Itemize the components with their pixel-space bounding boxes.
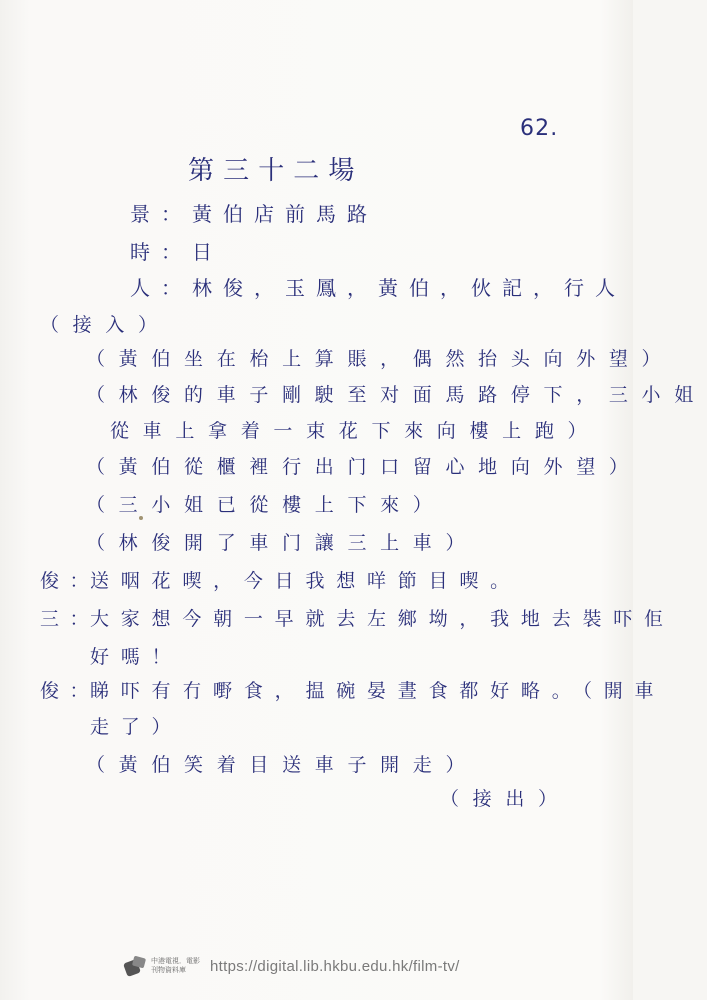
dialogue-line: 好嗎！ xyxy=(90,646,183,668)
stage-direction: （林俊開了車门讓三上車） xyxy=(86,532,479,554)
scene-title: 第三十二場 xyxy=(188,156,364,186)
stage-direction: （黃伯笑着目送車子開走） xyxy=(86,754,479,776)
dialogue-line: 大家想今朝一早就去左鄉坳，我地去裝吓佢 xyxy=(90,608,675,630)
library-name xyxy=(151,957,200,975)
watermark xyxy=(125,948,460,984)
stage-direction: 從車上拿着一束花下來向樓上跑） xyxy=(110,420,601,442)
dialogue-line: 走了） xyxy=(90,716,183,738)
library-logo-icon xyxy=(125,955,147,977)
stage-direction: （林俊的車子剛駛至对面馬路停下，三小姐 xyxy=(86,384,707,406)
scene-location: 景：黃伯店前馬路 xyxy=(130,202,378,226)
speaker-label: 俊： xyxy=(40,570,99,592)
speaker-label: 三： xyxy=(40,608,99,630)
dialogue-line: 送咽花喫，今日我想咩節目喫。 xyxy=(90,570,521,592)
scene-people: 人：林俊，玉鳳，黃伯，伙記，行人 xyxy=(130,276,626,300)
library-name-line2: 刊物資料庫 xyxy=(151,966,186,974)
stage-direction: （三小姐已從樓上下來） xyxy=(86,494,446,516)
speaker-label: 俊： xyxy=(40,680,99,702)
cut-out: （接出） xyxy=(440,788,571,810)
library-name-line1: 中港電視．電影 xyxy=(151,957,200,965)
stage-direction: （黃伯從櫃裡行出门口留心地向外望） xyxy=(86,456,642,478)
dialogue-line: 睇吓有冇嘢食，揾碗晏晝食都好略。（開車 xyxy=(90,680,666,702)
stage-direction: （黃伯坐在枱上算賬，偶然抬头向外望） xyxy=(86,348,675,370)
source-url[interactable]: https://digital.lib.hkbu.edu.hk/film-tv/ xyxy=(210,957,460,975)
page-number: 62. xyxy=(520,116,559,141)
cut-in: （接入） xyxy=(40,314,171,336)
scene-time: 時：日 xyxy=(130,240,223,264)
ink-spot xyxy=(139,516,143,520)
